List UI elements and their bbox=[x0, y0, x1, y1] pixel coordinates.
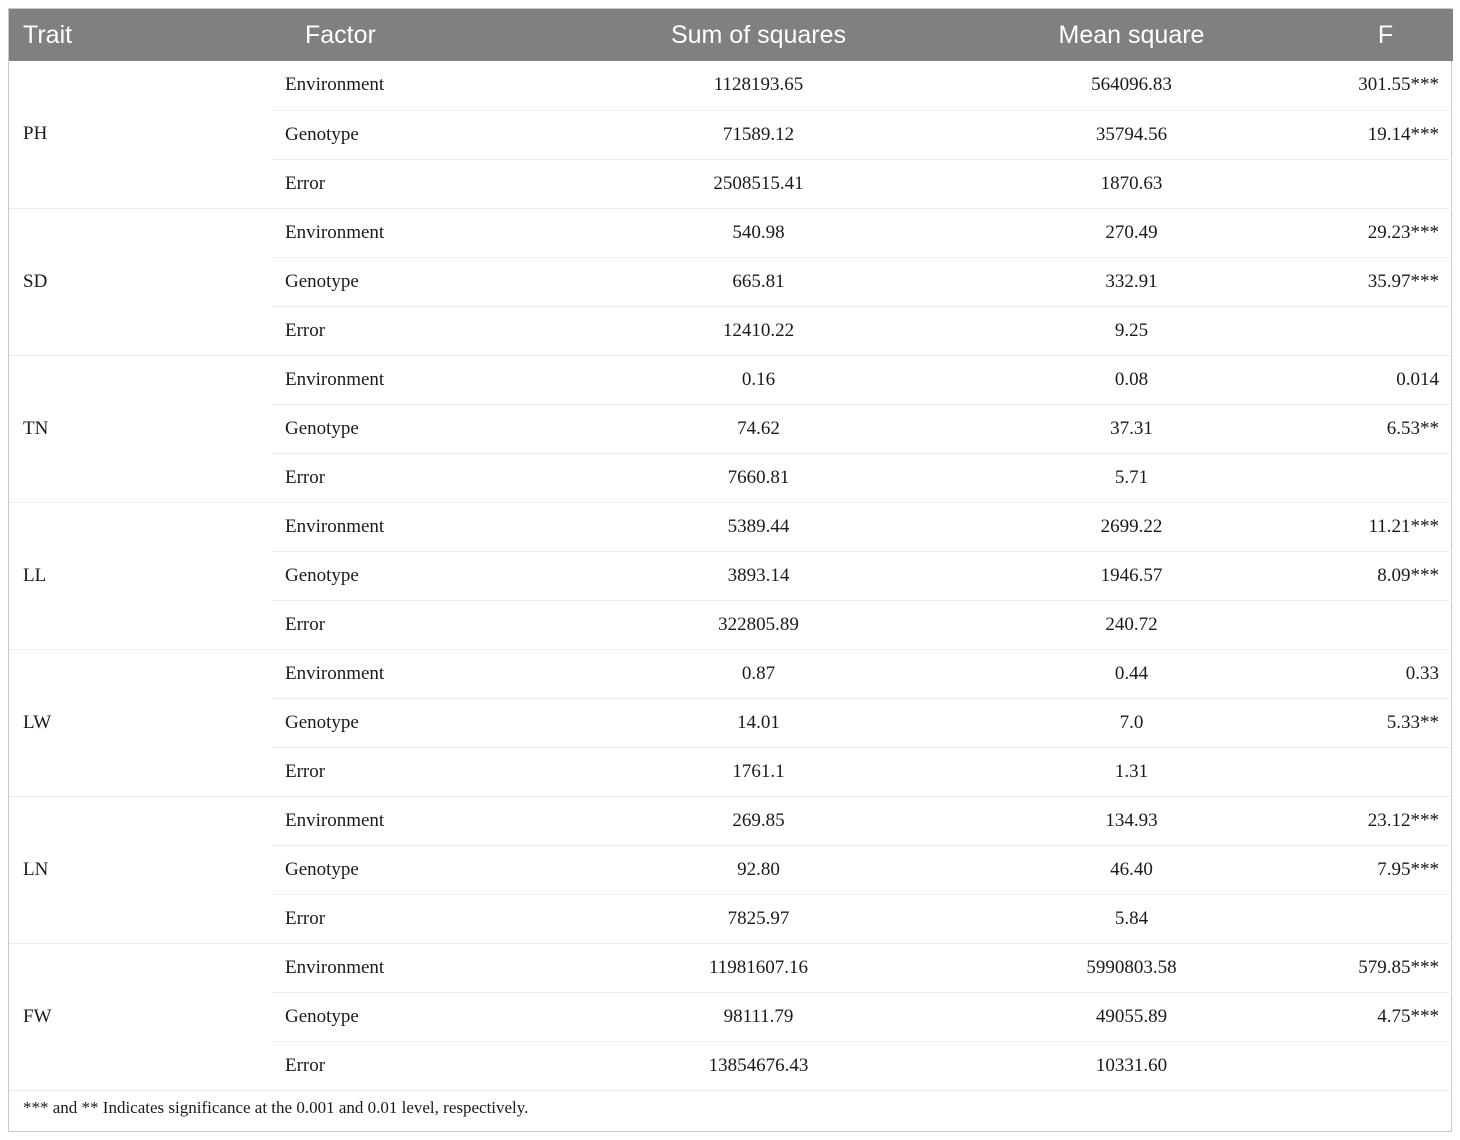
f-value-cell bbox=[1318, 600, 1453, 649]
factor-cell: Genotype bbox=[272, 992, 572, 1041]
f-value-cell: 5.33** bbox=[1318, 698, 1453, 747]
factor-cell: Error bbox=[272, 894, 572, 943]
table-row bbox=[9, 649, 1453, 698]
mean-square-cell: 240.72 bbox=[945, 600, 1318, 649]
f-value-cell bbox=[1318, 747, 1453, 796]
f-value-cell bbox=[1318, 894, 1453, 943]
factor-cell: Error bbox=[272, 159, 572, 208]
f-value-cell: 0.33 bbox=[1318, 649, 1453, 698]
table-row bbox=[9, 208, 1453, 257]
sum-of-squares-cell: 1761.1 bbox=[572, 747, 945, 796]
sum-of-squares-cell: 540.98 bbox=[572, 208, 945, 257]
mean-square-cell: 2699.22 bbox=[945, 502, 1318, 551]
f-value-cell bbox=[1318, 1041, 1453, 1090]
mean-square-cell: 5.84 bbox=[945, 894, 1318, 943]
sum-of-squares-cell: 1128193.65 bbox=[572, 61, 945, 110]
table-row bbox=[9, 61, 1453, 110]
mean-square-cell: 49055.89 bbox=[945, 992, 1318, 1041]
factor-cell: Environment bbox=[272, 649, 572, 698]
mean-square-cell: 134.93 bbox=[945, 796, 1318, 845]
f-value-cell: 579.85*** bbox=[1318, 943, 1453, 992]
sum-of-squares-cell: 665.81 bbox=[572, 257, 945, 306]
mean-square-cell: 37.31 bbox=[945, 404, 1318, 453]
mean-square-cell: 5990803.58 bbox=[945, 943, 1318, 992]
sum-of-squares-cell: 5389.44 bbox=[572, 502, 945, 551]
mean-square-cell: 564096.83 bbox=[945, 61, 1318, 110]
sum-of-squares-cell: 12410.22 bbox=[572, 306, 945, 355]
trait-cell: SD bbox=[9, 208, 272, 355]
factor-cell: Genotype bbox=[272, 551, 572, 600]
anova-table bbox=[9, 9, 1453, 1091]
table-row bbox=[9, 943, 1453, 992]
factor-cell: Genotype bbox=[272, 110, 572, 159]
table-row bbox=[9, 355, 1453, 404]
mean-square-cell: 35794.56 bbox=[945, 110, 1318, 159]
sum-of-squares-cell: 13854676.43 bbox=[572, 1041, 945, 1090]
table-row bbox=[9, 502, 1453, 551]
f-value-cell: 7.95*** bbox=[1318, 845, 1453, 894]
f-value-cell: 23.12*** bbox=[1318, 796, 1453, 845]
f-value-cell: 11.21*** bbox=[1318, 502, 1453, 551]
f-value-cell: 29.23*** bbox=[1318, 208, 1453, 257]
mean-square-cell: 7.0 bbox=[945, 698, 1318, 747]
table-footnote: *** and ** Indicates significance at the 0.001 and 0.01 level, respectively. bbox=[23, 1098, 529, 1117]
factor-cell: Error bbox=[272, 453, 572, 502]
f-value-cell bbox=[1318, 306, 1453, 355]
trait-cell: TN bbox=[9, 355, 272, 502]
mean-square-cell: 46.40 bbox=[945, 845, 1318, 894]
f-value-cell: 4.75*** bbox=[1318, 992, 1453, 1041]
f-value-cell: 0.014 bbox=[1318, 355, 1453, 404]
factor-cell: Environment bbox=[272, 61, 572, 110]
sum-of-squares-cell: 269.85 bbox=[572, 796, 945, 845]
sum-of-squares-cell: 0.87 bbox=[572, 649, 945, 698]
factor-cell: Error bbox=[272, 306, 572, 355]
mean-square-cell: 0.44 bbox=[945, 649, 1318, 698]
sum-of-squares-cell: 7825.97 bbox=[572, 894, 945, 943]
sum-of-squares-cell: 7660.81 bbox=[572, 453, 945, 502]
mean-square-cell: 1870.63 bbox=[945, 159, 1318, 208]
factor-cell: Genotype bbox=[272, 845, 572, 894]
factor-cell: Environment bbox=[272, 796, 572, 845]
f-value-cell: 35.97*** bbox=[1318, 257, 1453, 306]
sum-of-squares-cell: 98111.79 bbox=[572, 992, 945, 1041]
header-sum-of-squares: Sum of squares bbox=[670, 20, 847, 49]
sum-of-squares-cell: 11981607.16 bbox=[572, 943, 945, 992]
f-value-cell bbox=[1318, 453, 1453, 502]
factor-cell: Genotype bbox=[272, 698, 572, 747]
sum-of-squares-cell: 322805.89 bbox=[572, 600, 945, 649]
trait-cell: PH bbox=[9, 61, 272, 208]
header-f: F bbox=[1377, 20, 1394, 49]
f-value-cell: 6.53** bbox=[1318, 404, 1453, 453]
f-value-cell: 301.55*** bbox=[1318, 61, 1453, 110]
factor-cell: Environment bbox=[272, 502, 572, 551]
sum-of-squares-cell: 2508515.41 bbox=[572, 159, 945, 208]
factor-cell: Environment bbox=[272, 943, 572, 992]
sum-of-squares-cell: 3893.14 bbox=[572, 551, 945, 600]
sum-of-squares-cell: 14.01 bbox=[572, 698, 945, 747]
anova-table-container bbox=[8, 8, 1452, 1132]
mean-square-cell: 5.71 bbox=[945, 453, 1318, 502]
factor-cell: Environment bbox=[272, 355, 572, 404]
mean-square-cell: 332.91 bbox=[945, 257, 1318, 306]
header-factor: Factor bbox=[305, 20, 376, 49]
trait-cell: LL bbox=[9, 502, 272, 649]
factor-cell: Environment bbox=[272, 208, 572, 257]
trait-cell: LN bbox=[9, 796, 272, 943]
sum-of-squares-cell: 71589.12 bbox=[572, 110, 945, 159]
table-body bbox=[9, 61, 1453, 1090]
mean-square-cell: 1.31 bbox=[945, 747, 1318, 796]
factor-cell: Genotype bbox=[272, 257, 572, 306]
factor-cell: Error bbox=[272, 600, 572, 649]
factor-cell: Error bbox=[272, 1041, 572, 1090]
mean-square-cell: 1946.57 bbox=[945, 551, 1318, 600]
mean-square-cell: 10331.60 bbox=[945, 1041, 1318, 1090]
f-value-cell bbox=[1318, 159, 1453, 208]
mean-square-cell: 9.25 bbox=[945, 306, 1318, 355]
f-value-cell: 19.14*** bbox=[1318, 110, 1453, 159]
sum-of-squares-cell: 92.80 bbox=[572, 845, 945, 894]
trait-cell: LW bbox=[9, 649, 272, 796]
sum-of-squares-cell: 74.62 bbox=[572, 404, 945, 453]
factor-cell: Error bbox=[272, 747, 572, 796]
header-mean-square: Mean square bbox=[1058, 20, 1205, 49]
sum-of-squares-cell: 0.16 bbox=[572, 355, 945, 404]
factor-cell: Genotype bbox=[272, 404, 572, 453]
mean-square-cell: 0.08 bbox=[945, 355, 1318, 404]
f-value-cell: 8.09*** bbox=[1318, 551, 1453, 600]
table-header-row bbox=[9, 9, 1453, 61]
header-trait: Trait bbox=[23, 20, 73, 49]
table-row bbox=[9, 796, 1453, 845]
trait-cell: FW bbox=[9, 943, 272, 1090]
mean-square-cell: 270.49 bbox=[945, 208, 1318, 257]
